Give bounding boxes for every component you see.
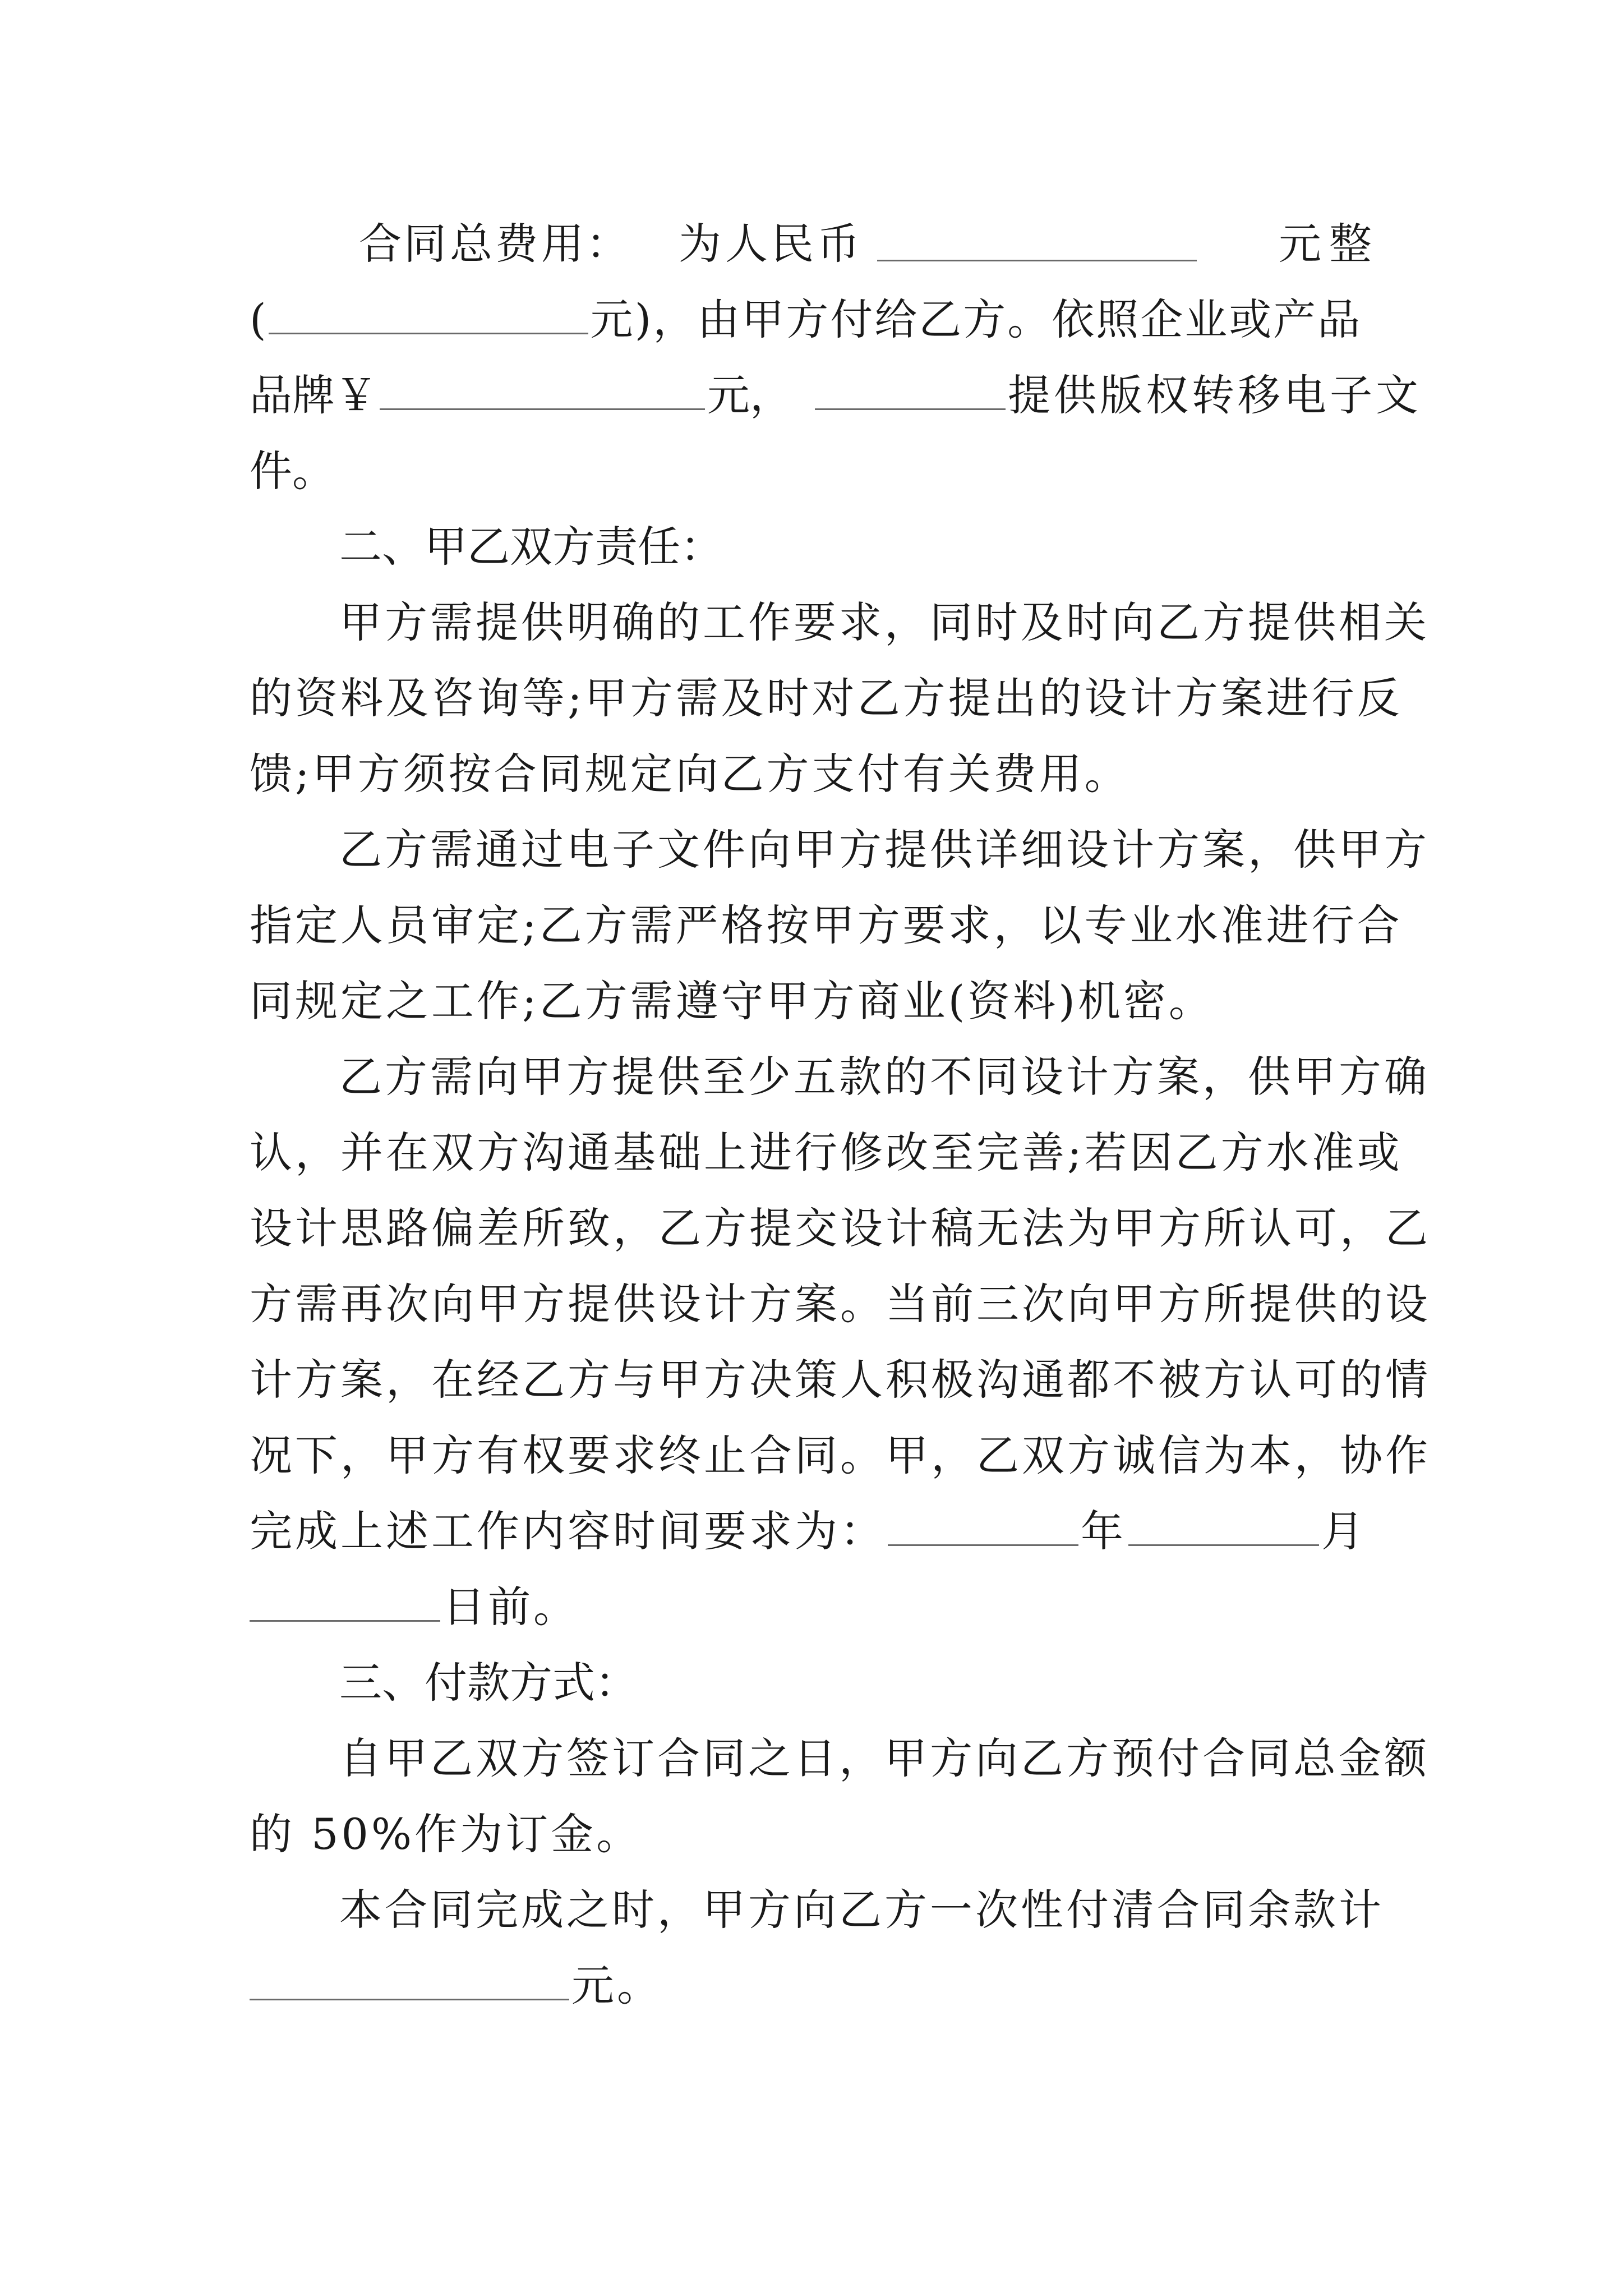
fee-char: ： <box>586 219 629 269</box>
line-text: 完成上述工作内容时间要求为： <box>250 1506 886 1556</box>
total-fee-line-2 <box>250 292 1362 348</box>
line-text: 元， <box>707 370 792 420</box>
paragraph-line <box>250 973 1214 1029</box>
total-fee-line-3 <box>250 367 1422 424</box>
fee-char: 币 <box>817 219 860 269</box>
fee-char: 人 <box>725 219 768 269</box>
line-text: 设计思路偏差所致，乙方提交设计稿无法为甲方所认可，乙 <box>250 1203 1431 1253</box>
paren-open: ( <box>250 295 266 344</box>
fee-char: 同 <box>404 219 446 269</box>
fee-char: 总 <box>450 219 492 269</box>
line-text: 的资料及咨询等;甲方需及时对乙方提出的设计方案进行反 <box>250 673 1403 723</box>
paragraph-line <box>250 746 1130 802</box>
paragraph-line <box>250 1806 642 1862</box>
paragraph-line <box>339 1049 1430 1105</box>
paragraph-line <box>339 1882 1384 1938</box>
heading-text: 二、甲乙双方责任： <box>339 522 723 572</box>
paragraph-line <box>250 1276 1431 1332</box>
year-blank[interactable] <box>888 1505 1078 1546</box>
month-label: 月 <box>1321 1506 1367 1556</box>
paragraph-line <box>339 595 1430 651</box>
line-text: 元)，由甲方付给乙方。依照企业或产品 <box>590 295 1362 344</box>
paragraph-line <box>250 1352 1431 1408</box>
paragraph-line <box>250 1125 1403 1181</box>
line-text: 计方案，在经乙方与甲方决策人积极沟通都不被方认可的情 <box>250 1355 1431 1405</box>
line-text: 自甲乙双方签订合同之日，甲方向乙方预付合同总金额 <box>339 1733 1430 1783</box>
fee-char: 费 <box>495 219 538 269</box>
fee-char: 用 <box>541 219 584 269</box>
fee-char: 合 <box>359 219 402 269</box>
amount-figure-blank[interactable] <box>269 293 588 334</box>
month-blank[interactable] <box>1128 1505 1319 1546</box>
fee-char: 为 <box>679 219 721 269</box>
line-text: 乙方需向甲方提供至少五款的不同设计方案，供甲方确 <box>339 1052 1430 1102</box>
line-text: 况下，甲方有权要求终止合同。甲，乙双方诚信为本，协作 <box>250 1430 1431 1480</box>
section-2-heading <box>339 519 723 575</box>
paragraph-line <box>339 1731 1430 1787</box>
paragraph-line <box>339 822 1430 878</box>
fee-suffix: 元整 <box>1279 219 1380 269</box>
line-text: 的 50%作为订金。 <box>250 1809 642 1859</box>
line-text: 认，并在双方沟通基础上进行修改至完善;若因乙方水准或 <box>250 1128 1403 1177</box>
day-label: 日前。 <box>442 1582 579 1632</box>
paragraph-line <box>250 898 1403 954</box>
line-text: 元。 <box>571 1961 662 2010</box>
provider-blank[interactable] <box>815 369 1006 410</box>
heading-text: 三、付款方式： <box>339 1658 638 1708</box>
line-text: 方需再次向甲方提供设计方案。当前三次向甲方所提供的设 <box>250 1279 1431 1329</box>
day-blank[interactable] <box>250 1581 440 1622</box>
section-3-heading <box>339 1655 638 1711</box>
line-text: 本合同完成之时，甲方向乙方一次性付清合同余款计 <box>339 1885 1384 1935</box>
line-text: 甲方需提供明确的工作要求，同时及时向乙方提供相关 <box>339 597 1430 647</box>
year-label: 年 <box>1081 1506 1126 1556</box>
paragraph-line <box>250 1428 1431 1484</box>
line-text: 同规定之工作;乙方需遵守甲方商业(资料)机密。 <box>250 976 1214 1026</box>
balance-line <box>250 1958 662 2014</box>
fee-char: 民 <box>771 219 814 269</box>
line-text: 指定人员审定;乙方需严格按甲方要求，以专业水准进行合 <box>250 900 1403 950</box>
brand-amount-blank[interactable] <box>380 369 705 410</box>
paragraph-line <box>250 1200 1431 1257</box>
deadline-line <box>250 1503 1367 1559</box>
line-text: 馈;甲方须按合同规定向乙方支付有关费用。 <box>250 749 1130 799</box>
line-text: 提供版权转移电子文 <box>1008 370 1422 420</box>
line-text: 件。 <box>250 446 335 496</box>
paragraph-line <box>250 670 1403 726</box>
amount-blank[interactable] <box>877 220 1197 261</box>
total-fee-line-4 <box>250 443 335 499</box>
deadline-day-line <box>250 1579 579 1635</box>
balance-blank[interactable] <box>250 1959 569 2000</box>
brand-prefix: 品牌￥ <box>250 370 377 420</box>
line-text: 乙方需通过电子文件向甲方提供详细设计方案，供甲方 <box>339 825 1430 875</box>
